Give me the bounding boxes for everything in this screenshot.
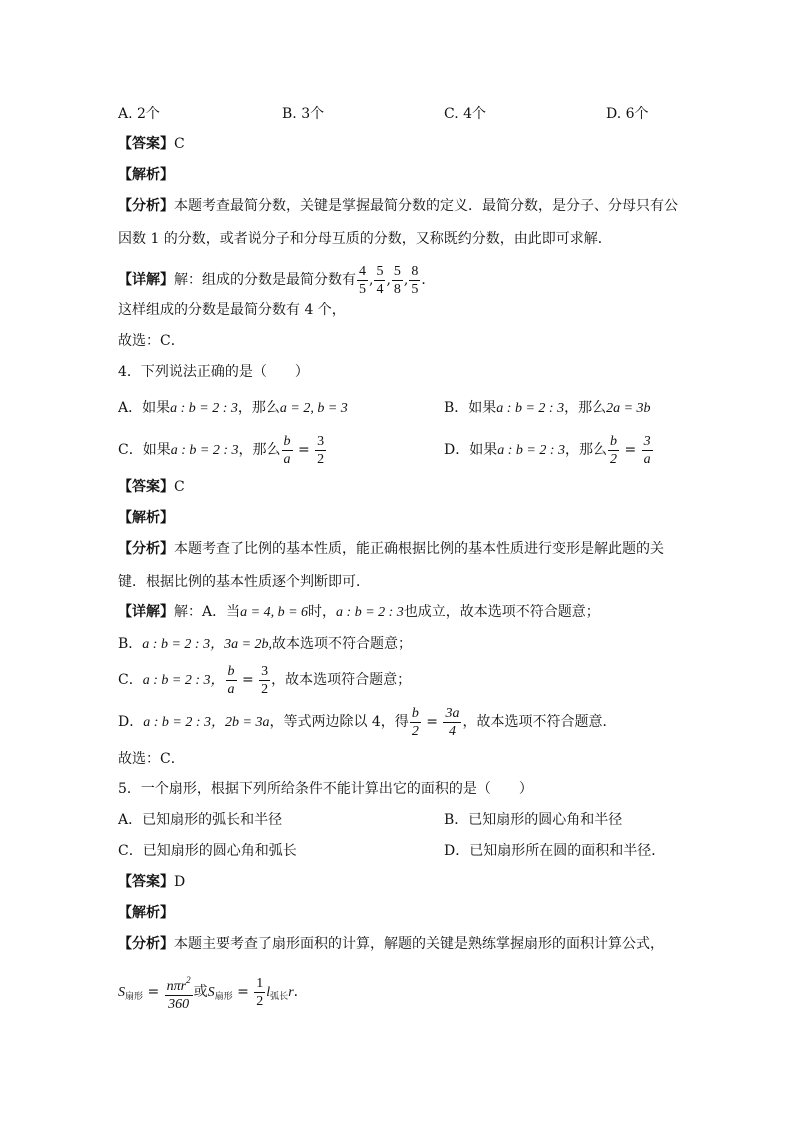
fenxi-text: 本题考查最简分数，关键是掌握最简分数的定义．最简分数，是分子、分母只有公因数 1 的分数，或者说分子和分母互质的分数，又称既约分数，由此即可求解． [118,198,678,247]
fenxi-label: 【分析】 [118,936,174,952]
fraction [254,975,265,1010]
math: a : b = 2 : 3 [496,401,565,416]
q3-analysis-label: 【解析】 [118,167,174,183]
q3-answer [118,134,185,154]
q4-fenxi [118,533,678,599]
math: a : b = 2 : 3 [170,401,238,416]
q3-option-a: A. 2个 [118,106,160,122]
q4-detail-a [118,602,600,623]
math: a : b = 2 : 3，2b = 3a [143,715,270,730]
fenxi-label: 【分析】 [118,198,174,214]
denominator: 2 [256,993,264,1009]
option-text: C．如果 [118,442,171,458]
superscript: 2 [186,974,191,985]
fraction: $\frac{3}{2}$ [317,433,325,467]
q4-option-d: D．如果a : b = 2 : 3，那么 $\frac{b}{2}$ = $\frac{3}{a}$ [444,433,651,467]
fraction: $\frac{3}{2}$ [261,663,269,697]
numerator: 5 [393,263,401,279]
q5-analysis-label: 【解析】 [118,905,174,921]
denominator: 5 [411,281,419,297]
answer-label: 【答案】 [118,136,174,152]
subscript: 弧长 [270,992,289,1002]
punctuation: ． [293,984,308,1000]
detail-text: B． [118,636,143,652]
math: a : b = 2 : 3 [497,443,566,458]
q3-detail: 【详解】解：组成的分数是最简分数有 $\frac{4}{5}$ , $\frac{5}{4}$ , $\frac{5}{8}$ , $\frac{8}{5}$ ． [118,263,436,297]
math: a : b = 2 : 3 [170,443,239,458]
q3-choice: 故选：C． [118,333,185,349]
q4-option-b [444,398,651,419]
connector-text: 或 [193,984,208,1000]
q5-option-b: B．已知扇形的圆心角和半径 [444,812,623,828]
q3-conclusion: 这样组成的分数是最简分数有 4 个， [118,302,346,318]
detail-text: 解：A．当 [174,604,241,620]
subscript: 扇形 [214,992,233,1002]
detail-label: 【详解】 [118,604,174,620]
detail-text: 解：组成的分数是最简分数有 [174,272,356,288]
numerator: 1 [256,975,264,991]
fraction: $\frac{3a}{4}$ [445,705,460,739]
denominator: 360 [168,996,190,1012]
answer-label: 【答案】 [118,874,174,890]
fraction [392,263,403,298]
detail-text: 也成立，故本选项不符合题意； [403,604,600,620]
option-text: D．如果 [444,442,498,458]
option-text: ，那么 [237,400,280,416]
detail-text: ，等式两边除以 4，得 [269,714,409,730]
detail-text: ，故本选项不符合题意． [462,714,617,730]
detail-text: ，故本选项符合题意； [271,672,412,688]
q5-option-a: A．已知扇形的弧长和半径 [118,812,283,828]
q3-option-b: B. 3个 [282,106,325,122]
fenxi-label: 【分析】 [118,541,174,557]
fraction: $\frac{3}{a}$ [643,433,651,467]
fraction [409,263,420,298]
detail-text: C． [118,672,143,688]
answer-label: 【答案】 [118,479,174,495]
numerator: 4 [359,263,366,279]
q3-fenxi [118,190,678,256]
detail-text: D． [118,714,144,730]
math: 2a = 3b [606,401,651,416]
q4-detail-b [118,634,412,655]
detail-text: 时， [308,604,337,620]
math: S [118,985,125,1000]
answer-value: C [174,136,185,152]
option-text: ，那么 [564,400,607,416]
fraction: $\frac{b}{a}$ [227,663,235,697]
q4-analysis-label: 【解析】 [118,510,174,526]
answer-value: C [174,479,185,495]
q5-stem: 5．一个扇形，根据下列所给条件不能计算出它的面积的是（ ） [118,781,533,797]
option-text: A．如果 [118,400,171,416]
denominator: 8 [393,281,401,297]
q5-fenxi [118,934,664,954]
fraction [374,263,385,298]
option-text: ，那么 [565,442,608,458]
q3-option-d: D. 6个 [606,106,649,122]
math: a : b = 2 : 3， [142,673,225,688]
q5-option-d: D．已知扇形所在圆的面积和半径． [444,843,666,859]
q5-answer [118,872,185,892]
denominator: 5 [359,281,366,297]
q4-stem: 4．下列说法正确的是（ ） [118,364,309,380]
math: a = 4, b = 6 [240,605,309,620]
numerator: nπr [166,978,187,994]
numerator: 8 [411,263,419,279]
q4-answer [118,477,185,497]
denominator: 4 [376,281,384,297]
q5-formula: $S_{扇形}$ = $\frac{n\pi r^2}{360}$ 或$S_{扇形}$ = $\frac{1}{2}$ $l_{弧长}r$． [118,970,308,1019]
option-text: B．如果 [444,400,497,416]
math: a : b = 2 : 3，3a = 2b, [142,637,273,652]
q3-option-c: C. 4个 [444,106,487,122]
fraction: $\frac{b}{2}$ [610,433,618,467]
fenxi-text: 本题主要考查了扇形面积的计算，解题的关键是熟练掌握扇形的面积计算公式， [174,936,664,952]
q4-detail-c: C．a : b = 2 : 3， $\frac{b}{a}$ = $\frac{3}{2}$ ，故本选项符合题意； [118,663,412,697]
option-text: ，那么 [238,442,281,458]
fraction [357,263,368,298]
math: S [207,985,215,1000]
subscript: 扇形 [125,992,144,1002]
q5-option-c: C．已知扇形的圆心角和弧长 [118,843,297,859]
q4-detail-d: D．a : b = 2 : 3，2b = 3a，等式两边除以 4，得 $\frac{b}{2}$ = $\frac{3a}{4}$ ，故本选项不符合题意． [118,705,617,739]
fraction: $\frac{b}{2}$ [411,705,419,739]
fraction: $\frac{b}{a}$ [283,433,291,467]
math: a = 2, b = 3 [279,401,348,416]
detail-label: 【详解】 [118,272,174,288]
q4-option-a [118,398,348,419]
q4-option-c: C．如果a : b = 2 : 3，那么 $\frac{b}{a}$ = $\frac{3}{2}$ [118,433,325,467]
math: l [266,985,271,1000]
numerator: 5 [376,263,384,279]
math: r [288,985,294,1000]
fenxi-text: 本题考查了比例的基本性质，能正确根据比例的基本性质进行变形是解此题的关键．根据比例的基本性质逐个判断即可． [118,541,664,590]
math: a : b = 2 : 3 [336,605,404,620]
q4-choice: 故选：C． [118,751,185,767]
answer-value: D [174,874,186,890]
fraction [165,972,193,1013]
detail-text: 故本选项不符合题意； [272,636,413,652]
